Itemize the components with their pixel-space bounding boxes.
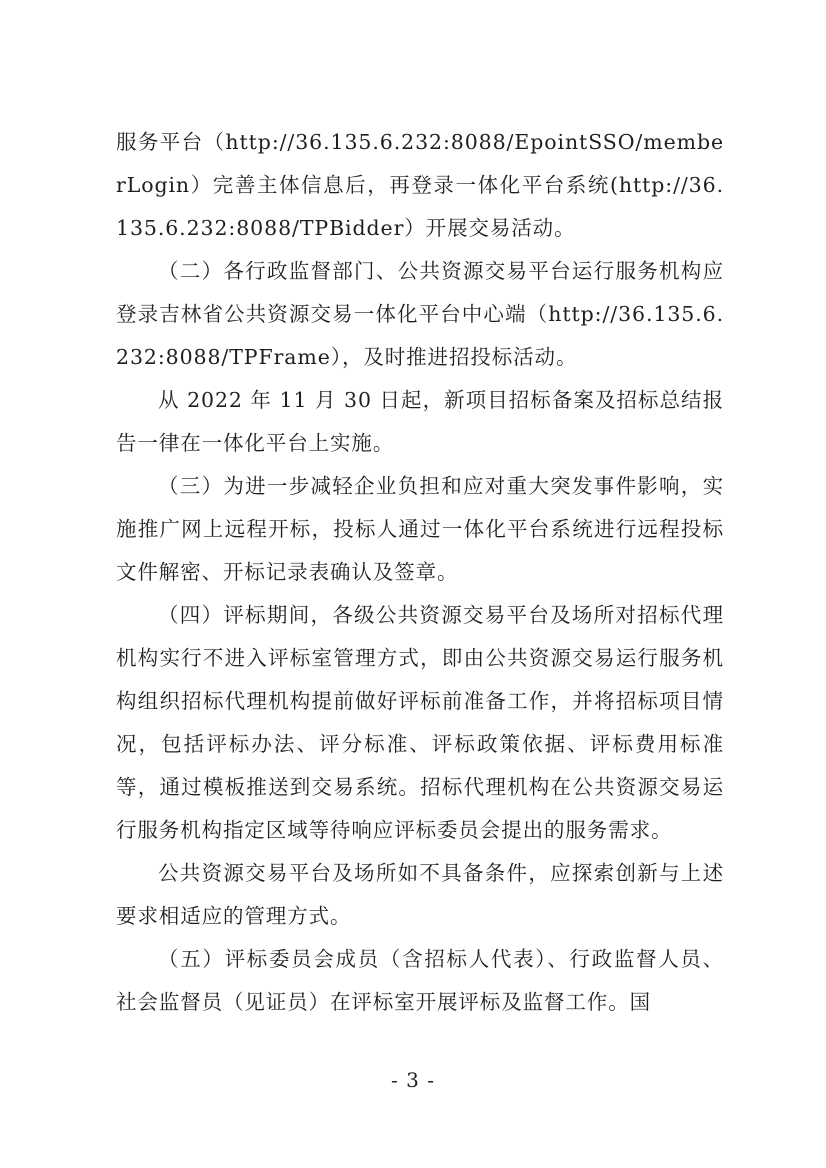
paragraph-item-three: （三）为进一步减轻企业负担和应对重大突发事件影响，实施推广网上远程开标，投标人通过一体化平台系统进行远程投标文件解密、开标记录表确认及签章。 — [116, 474, 724, 584]
page-number: - 3 - — [391, 1068, 435, 1092]
paragraph-item-five: （五）评标委员会成员（含招标人代表）、行政监督人员、社会监督员（见证员）在评标室开展评标及监督工作。国 — [116, 947, 724, 1014]
paragraph-effective-date: 从 2022 年 11 月 30 日起，新项目招标备案及招标总结报告一律在一体化平台上实施。 — [116, 388, 724, 455]
paragraph-item-two: （二）各行政监督部门、公共资源交易平台运行服务机构应登录吉林省公共资源交易一体化平台中心端（http://36.135.6.232:8088/TPFrame），及时推进招投标活动。 — [116, 259, 724, 369]
paragraph-alternative-management: 公共资源交易平台及场所如不具备条件，应探索创新与上述要求相适应的管理方式。 — [116, 861, 724, 928]
document-body — [116, 121, 724, 1024]
paragraph-item-four: （四）评标期间，各级公共资源交易平台及场所对招标代理机构实行不进入评标室管理方式，即由公共资源交易运行服务机构组织招标代理机构提前做好评标前准备工作，并将招标项目情况，包括评标办法、评分标准、评标政策依据、评标费用标准等，通过模板推送到交易系统。招标代理机构在公共资源交易运行服务机构指定区域等待响应评标委员会提出的服务需求。 — [116, 603, 724, 842]
paragraph-platform-registration: 服务平台（http://36.135.6.232:8088/EpointSSO/memberLogin）完善主体信息后，再登录一体化平台系统(http://36.135.6.232:8088/TPBidder）开展交易活动。 — [116, 130, 724, 240]
